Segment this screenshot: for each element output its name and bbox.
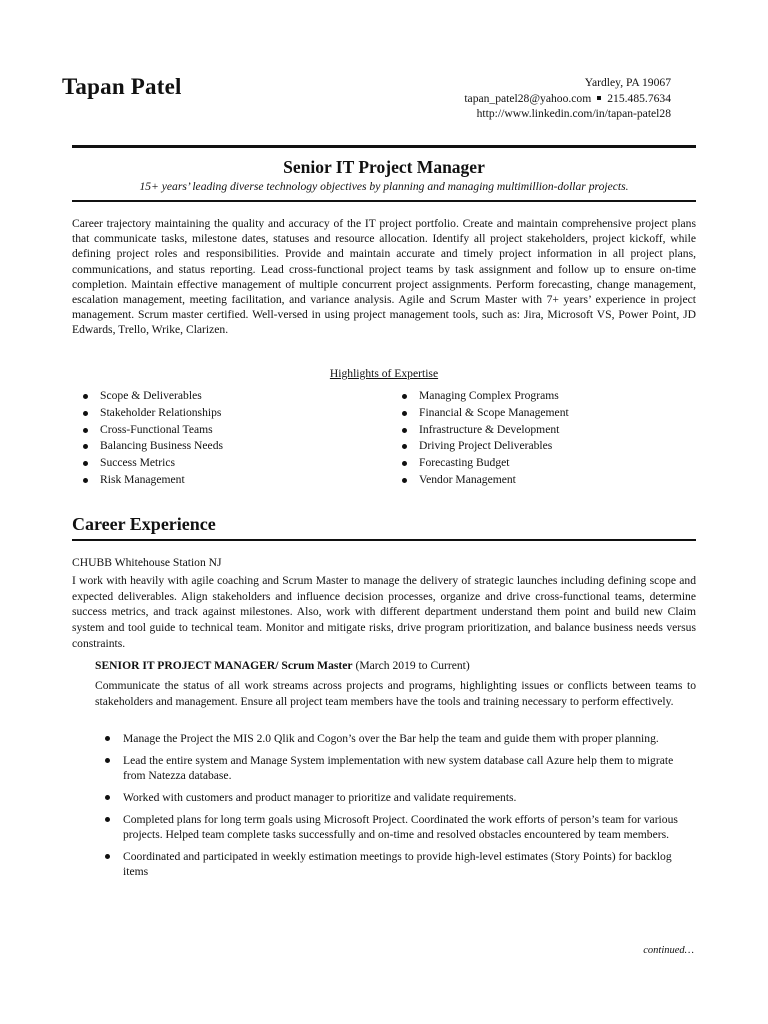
list-item: Cross-Functional Teams [78,423,223,440]
email-link[interactable]: tapan_patel28@yahoo.com [464,91,592,105]
job-description: Communicate the status of all work streams across projects and programs, highlighting issues or conflicts between teams to stakeholders and management. Ensure all project team members have the tools and training necessary to perform effectively. [95,679,696,708]
square-bullet-icon [597,96,601,100]
candidate-name: Tapan Patel [62,74,182,99]
email-phone-row [464,91,671,107]
list-item: Balancing Business Needs [78,439,223,456]
summary-paragraph: Career trajectory maintaining the quality and accuracy of the IT project portfolio. Create and maintain comprehensive project plans that communicate tasks, milestone dates, statuses and resource allocation. Identify all project stakeholders, project kickoff, while defining project roles and responsibilities. Provide and maintain accurate and timely project information in all project plans, communications, and status reporting. Lead cross-functional project teams by task assignment and follow up to ensure on-time completion. Maintain effective management of multiple concurrent project assignments. Perform forecasting, change management, escalation management, meeting facilitation, and variance analysis. Agile and Scrum Master with 7+ years’ experience in project management. Scrum master certified. Well-versed in using project management tools, such as: Jira, Microsoft VS, Power Point, JD Edwards, Trello, Wrike, Clarizen. [72,217,696,337]
list-item: Risk Management [78,473,223,490]
employer-name: CHUBB Whitehouse Station NJ [72,556,222,569]
divider-top [72,145,696,148]
list-item: Completed plans for long term goals using Microsoft Project. Coordinated the work efforts of person’s team for various projects. Helped team complete tasks successfully and on-time and resolved obstacles encountered by team members. [95,812,685,842]
job-title-line [95,659,470,672]
duties-list [95,731,685,886]
phone: 215.485.7634 [607,91,671,105]
highlights-right-list [397,389,569,490]
headline-tagline: 15+ years’ leading diverse technology objectives by planning and managing multimillion-dollar projects. [139,180,629,193]
list-item: Stakeholder Relationships [78,406,223,423]
list-item: Vendor Management [397,473,569,490]
job-title: SENIOR IT PROJECT MANAGER/ Scrum Master [95,659,353,672]
headline-title: Senior IT Project Manager [283,157,485,177]
list-item: Worked with customers and product manager to prioritize and validate requirements. [95,790,685,805]
section-divider [72,539,696,541]
list-item: Infrastructure & Development [397,423,569,440]
list-item: Financial & Scope Management [397,406,569,423]
list-item: Manage the Project the MIS 2.0 Qlik and Cogon’s over the Bar help the team and guide them with proper planning. [95,731,685,746]
job-dates: (March 2019 to Current) [355,659,470,672]
continued-note: continued… [643,945,694,956]
list-item: Managing Complex Programs [397,389,569,406]
list-item: Forecasting Budget [397,456,569,473]
divider-bottom [72,200,696,202]
highlights-left-list [78,389,223,490]
list-item: Lead the entire system and Manage System implementation with new system database call Azure help them to migrate from Natezza database. [95,753,685,783]
list-item: Success Metrics [78,456,223,473]
section-title-experience: Career Experience [72,514,216,534]
location: Yardley, PA 19067 [584,76,671,89]
linkedin-link[interactable]: http://www.linkedin.com/in/tapan-patel28 [476,107,671,120]
list-item: Scope & Deliverables [78,389,223,406]
highlights-title: Highlights of Expertise [329,367,439,380]
employer-description: I work with heavily with agile coaching and Scrum Master to manage the delivery of strategic launches including defining scope and expected deliverables. Align stakeholders and influence decision processes, organize and drive cross-functional teams, determine success metrics, and track against milestones. Also, work with different department understand them point and build new Claim system and tool guide to technical team. Monitor and mitigate risks, drive program prioritization, and balance business needs versus constraints. [72,574,696,650]
contact-block [464,75,671,122]
list-item: Coordinated and participated in weekly estimation meetings to provide high-level estimates (Story Points) for backlog items [95,849,685,879]
list-item: Driving Project Deliverables [397,439,569,456]
